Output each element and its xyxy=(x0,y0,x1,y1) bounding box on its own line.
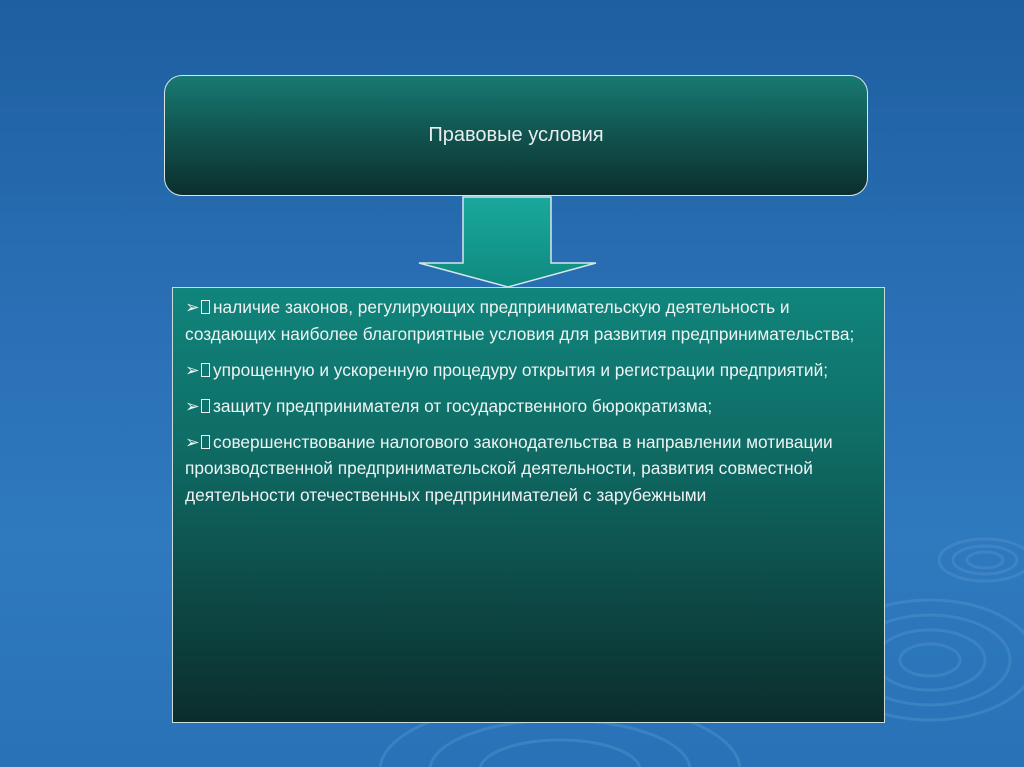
list-item xyxy=(185,393,872,420)
arrow-bullet-icon: ➢ xyxy=(185,297,200,317)
conditions-list-box xyxy=(172,287,885,723)
arrow-bullet-icon: ➢ xyxy=(185,395,200,416)
list-item-text: защиту предпринимателя от государственного бюрократизма; xyxy=(213,395,713,416)
list-item-text: упрощенную и ускоренную процедуру открытия и регистрации предприятий; xyxy=(213,359,829,380)
list-item-text: наличие законов, регулирующих предпринимательскую деятельность и создающих наиболее благоприятные условия для развития предпринимательства; xyxy=(185,297,855,344)
missing-glyph-box-icon xyxy=(201,435,210,449)
list-item-text: совершенствование налогового законодательства в направлении мотивации производственной предпринимательской деятельности, развития совместной деятельности отечественных предпринимателей с зарубежными xyxy=(185,431,833,505)
arrow-bullet-icon: ➢ xyxy=(185,431,200,452)
arrow-bullet-icon: ➢ xyxy=(185,359,200,380)
list-item xyxy=(185,357,872,384)
list-item xyxy=(185,294,872,347)
missing-glyph-box-icon xyxy=(201,399,210,413)
title-text: Правовые условия xyxy=(428,124,604,146)
missing-glyph-box-icon xyxy=(201,363,210,377)
list-item xyxy=(185,429,872,509)
missing-glyph-box-icon xyxy=(201,300,210,314)
